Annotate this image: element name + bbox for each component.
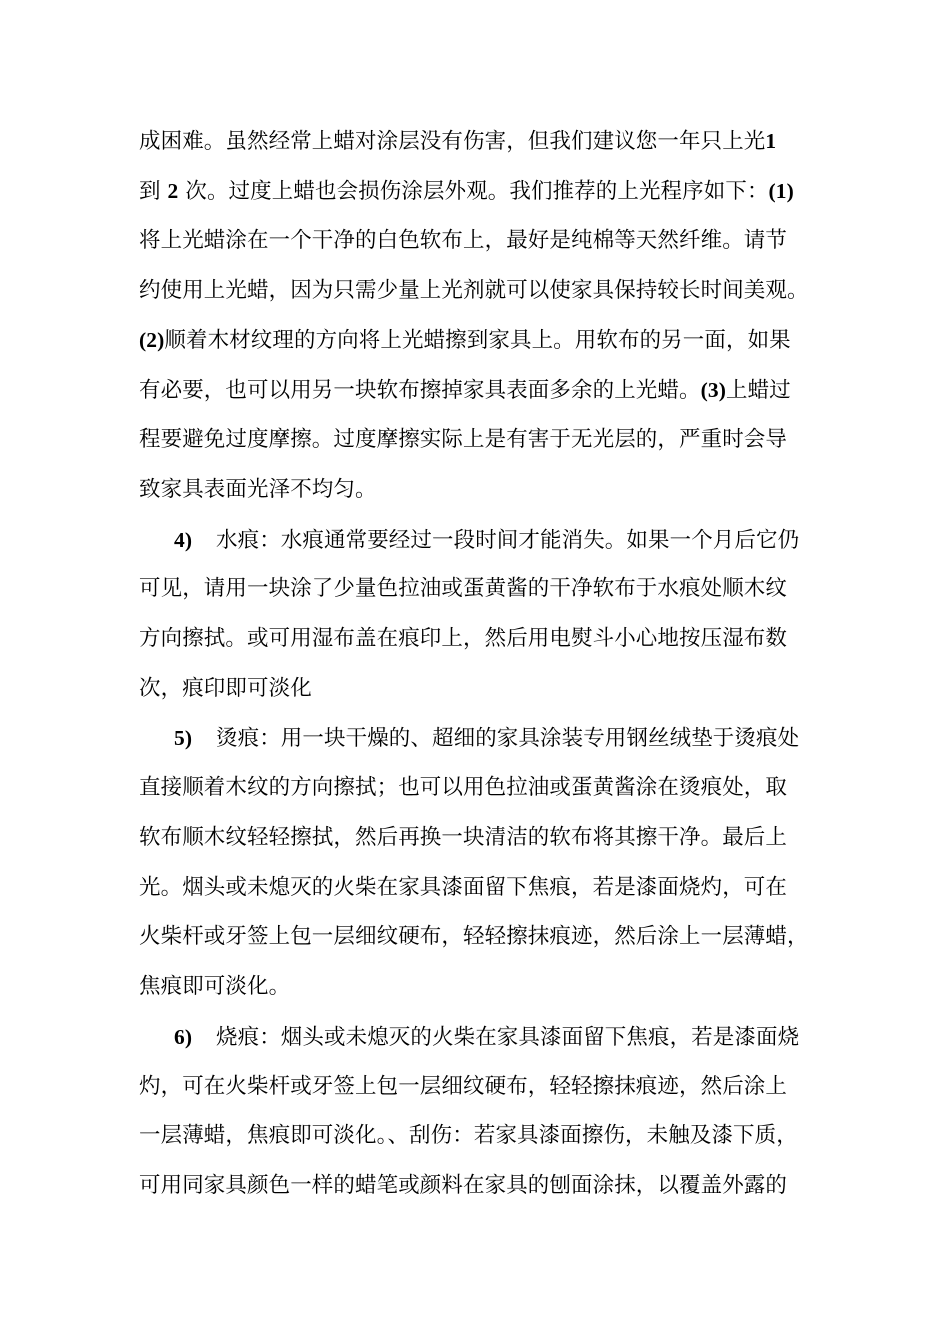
text-line (139, 1121, 798, 1151)
text-line (139, 873, 787, 903)
line-bold: (3) (700, 378, 726, 402)
list-number: 5) (174, 726, 193, 750)
line-text: 次。过度上蜡也会损伤涂层外观。我们推荐的上光程序如下： (185, 179, 769, 204)
line-bold: 1 (765, 129, 777, 153)
line-text: 程要避免过度摩擦。过度摩擦实际上是有害于无光层的，严重时会导 (139, 427, 788, 452)
text-line (139, 823, 787, 853)
line-text: 可见，请用一块涂了少量色拉油或蛋黄酱的干净软布于水痕处顺木纹 (139, 576, 788, 601)
line-text: 一层薄蜡，焦痕即可淡化。、刮伤：若家具漆面擦伤，未触及漆下质， (139, 1123, 798, 1148)
line-bold: 2 (167, 179, 179, 203)
text-line (139, 325, 791, 356)
list-item-heading (174, 723, 799, 754)
line-text: 烧痕：烟头或未熄灭的火柴在家具漆面留下焦痕，若是漆面烧 (216, 1025, 800, 1050)
line-text: 软布顺木纹轻轻擦拭，然后再换一块清洁的软布将其擦干净。最后上 (139, 825, 788, 850)
line-text: 可用同家具颜色一样的蜡笔或颜料在家具的刨面涂抹，以覆盖外露的 (139, 1173, 788, 1198)
text-line (139, 276, 809, 306)
text-line (139, 922, 809, 952)
line-bold: (1) (768, 179, 794, 203)
text-line (139, 475, 377, 505)
line-text: 次，痕印即可淡化 (139, 676, 312, 701)
text-line (139, 972, 290, 1002)
line-text: 上蜡过 (725, 378, 791, 403)
text-line (139, 126, 776, 157)
text-line (139, 375, 791, 406)
list-number: 4) (174, 528, 193, 552)
text-line (139, 425, 787, 455)
line-text: 方向擦拭。或可用湿布盖在痕印上，然后用电熨斗小心地按压湿布数 (139, 626, 788, 651)
text-line (139, 574, 787, 604)
line-text: 直接顺着木纹的方向擦拭；也可以用色拉油或蛋黄酱涂在烫痕处，取 (139, 775, 788, 800)
text-line (139, 1171, 787, 1201)
line-text: 成困难。虽然经常上蜡对涂层没有伤害，但我们建议您一年只上光 (139, 129, 766, 154)
line-text: 烫痕：用一块干燥的、超细的家具涂装专用钢丝绒垫于烫痕处 (216, 726, 800, 751)
text-line (139, 674, 312, 704)
line-text: 致家具表面光泽不均匀。 (139, 477, 377, 502)
text-line (139, 176, 794, 207)
line-text: 将上光蜡涂在一个干净的白色软布上，最好是纯棉等天然纤维。请节 (139, 228, 788, 253)
line-text: 约使用上光蜡，因为只需少量上光剂就可以使家具保持较长时间美观。 (139, 278, 809, 303)
text-line (139, 624, 787, 654)
text-line (139, 1072, 787, 1102)
text-line (139, 773, 787, 803)
line-text: 光。烟头或未熄灭的火柴在家具漆面留下焦痕，若是漆面烧灼，可在 (139, 875, 788, 900)
line-text: 顺着木材纹理的方向将上光蜡擦到家具上。用软布的另一面，如果 (164, 328, 791, 353)
line-text: 到 (139, 179, 161, 204)
list-item-heading (174, 525, 799, 556)
text-line (139, 226, 787, 256)
list-item-heading (174, 1022, 799, 1053)
line-text: 焦痕即可淡化。 (139, 974, 291, 999)
line-text: 灼，可在火柴杆或牙签上包一层细纹硬布，轻轻擦抹痕迹，然后涂上 (139, 1074, 788, 1099)
line-text: 水痕：水痕通常要经过一段时间才能消失。如果一个月后它仍 (216, 528, 800, 553)
line-text: 有必要，也可以用另一块软布擦掉家具表面多余的上光蜡。 (139, 378, 701, 403)
line-bold: (2) (139, 328, 165, 352)
list-number: 6) (174, 1025, 193, 1049)
line-text: 火柴杆或牙签上包一层细纹硬布，轻轻擦抹痕迹，然后涂上一层薄蜡， (139, 924, 809, 949)
